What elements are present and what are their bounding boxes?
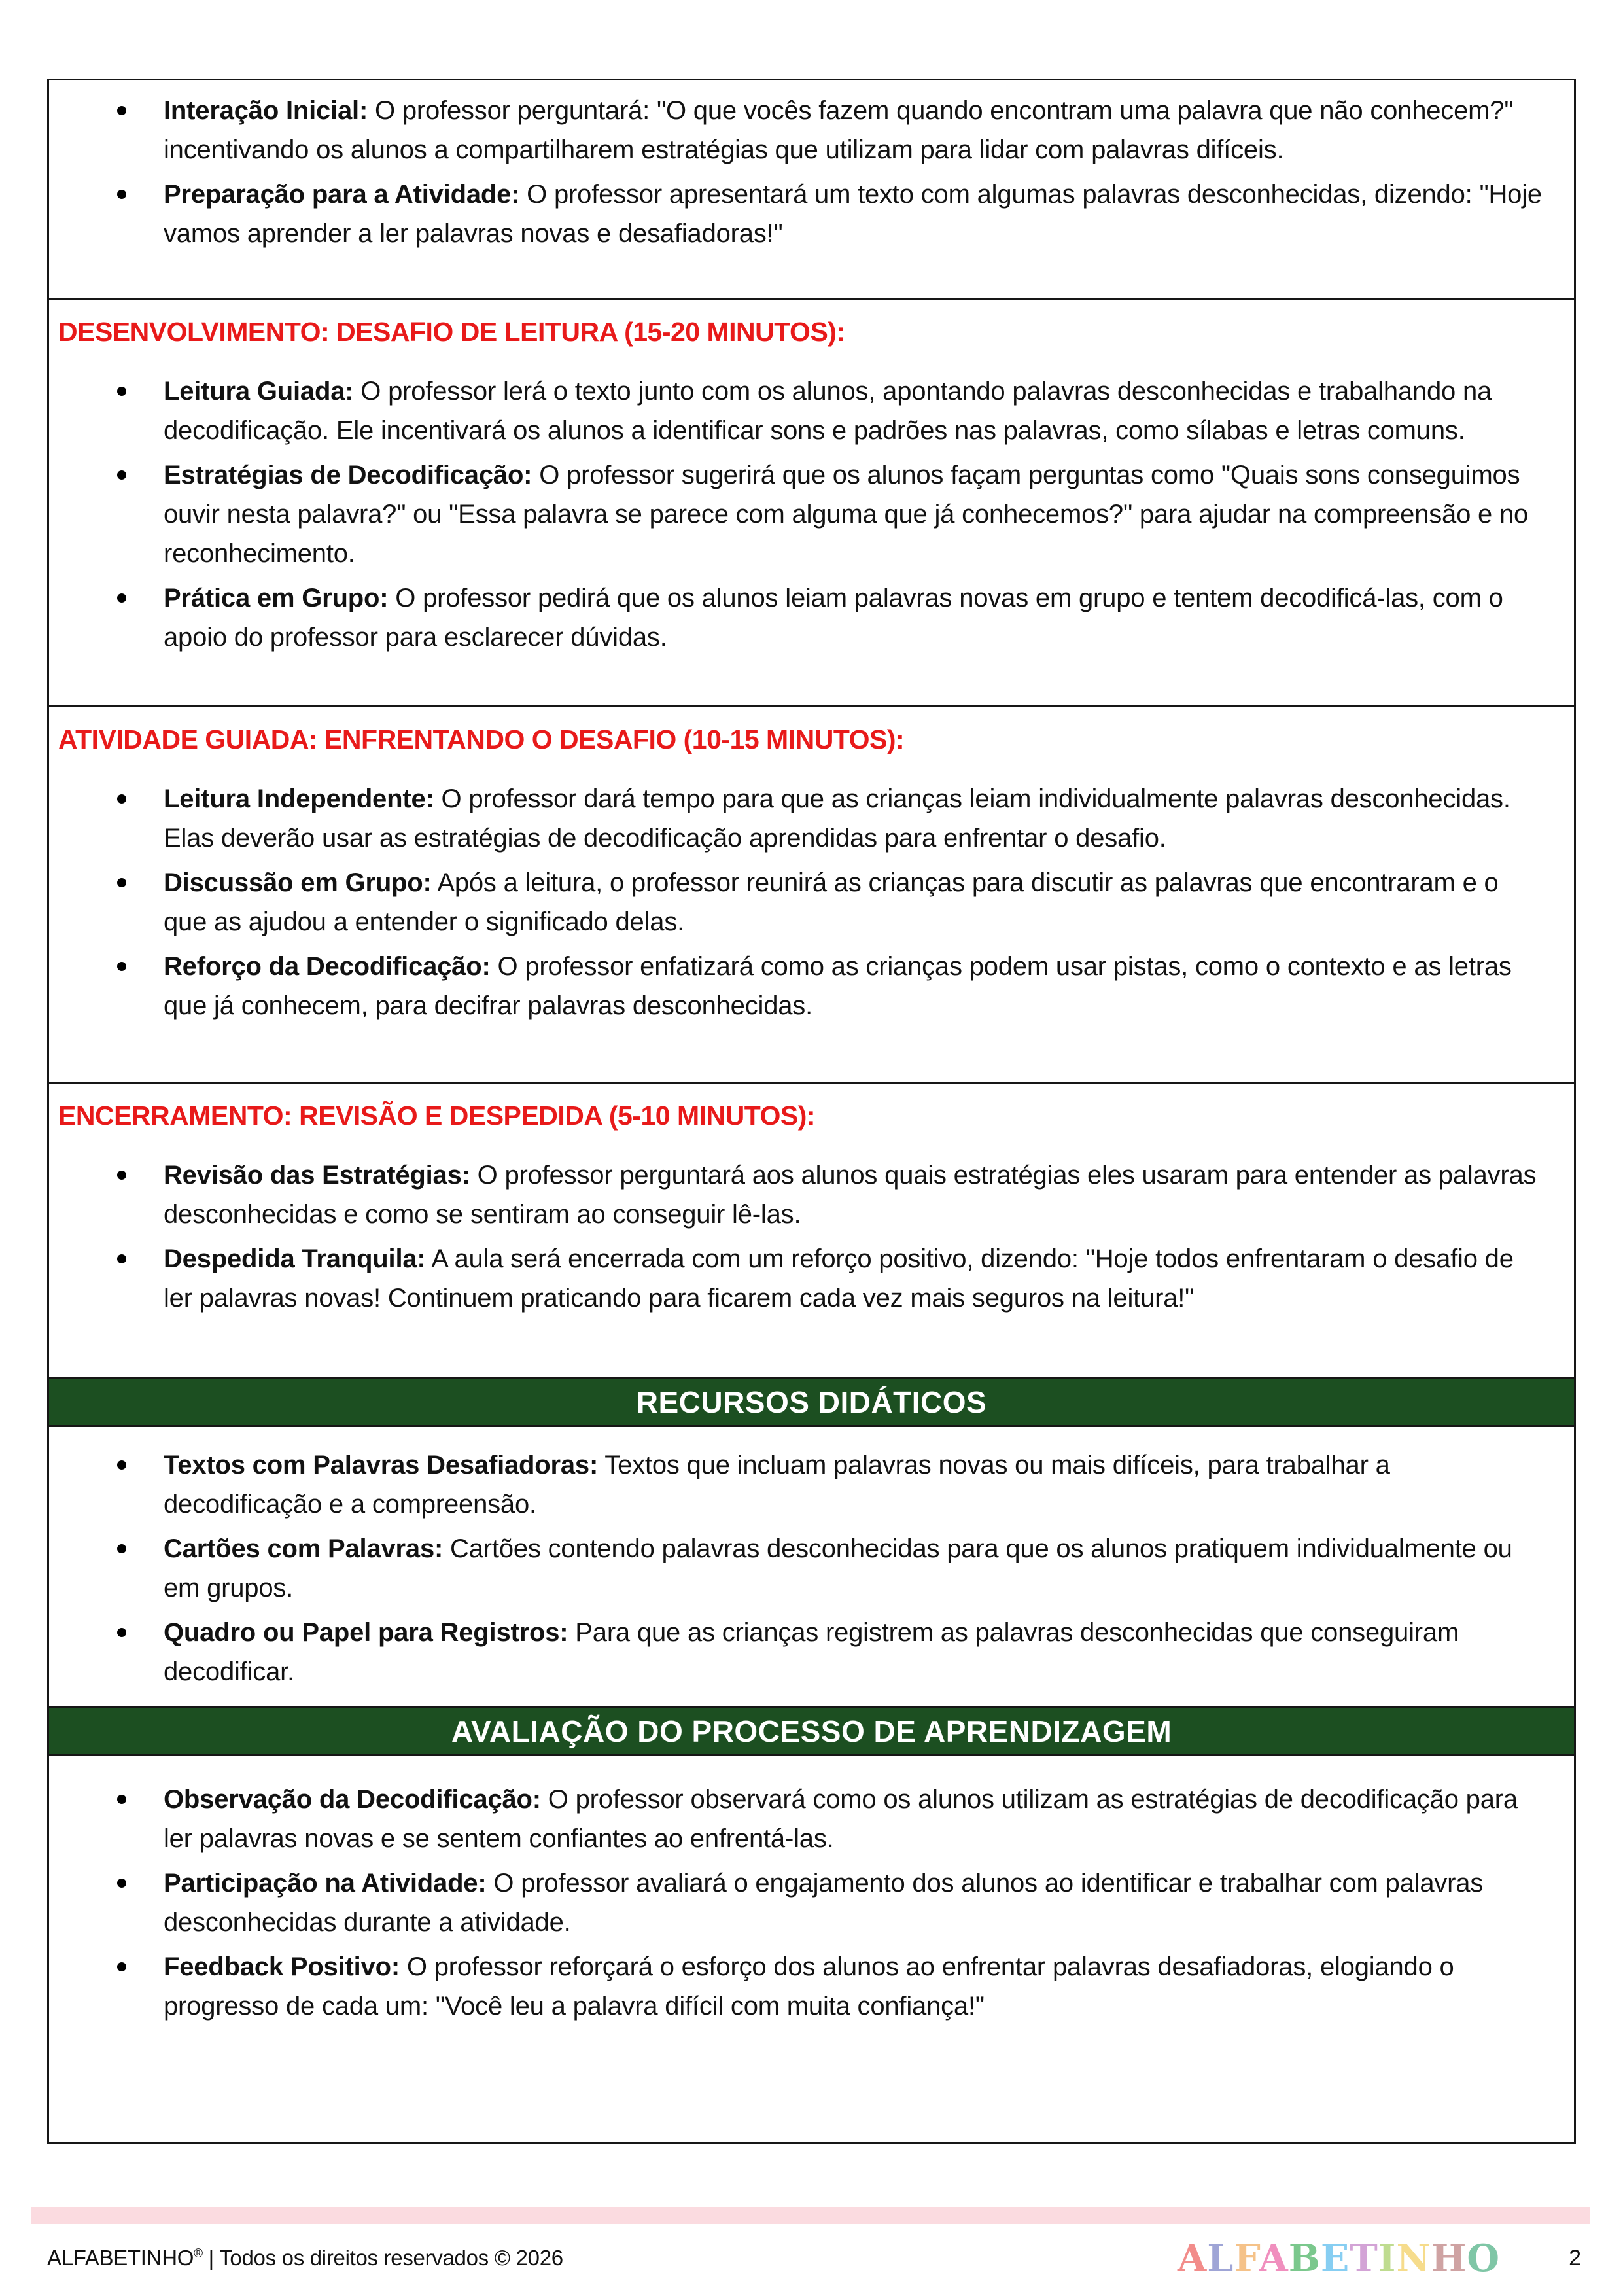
item-label: Leitura Guiada: [164, 377, 354, 406]
item-text: Após a leitura, o professor reunirá as crianças para discutir as palavras que encontraram e o que as ajudou a entender o significado delas. [164, 868, 1499, 936]
footer-right [1178, 2236, 1581, 2280]
logo-letter: O [1467, 2236, 1501, 2280]
logo-letter: A [1178, 2236, 1208, 2280]
bullet-list [49, 80, 1574, 262]
lesson-plan-body [47, 79, 1576, 2144]
page-number: 2 [1569, 2245, 1581, 2270]
item-text: O professor enfatizará como as crianças podem usar pistas, como o contexto e as letras que já conhecem, para decifrar palavras desconhecidas. [164, 952, 1512, 1020]
section-intro [47, 79, 1576, 300]
logo-letter: L [1207, 2236, 1234, 2280]
logo-letter: T [1350, 2236, 1378, 2280]
bullet-list [49, 1132, 1574, 1331]
logo-letter: I [1378, 2236, 1397, 2280]
item-label: Reforço da Decodificação: [164, 952, 491, 981]
item-label: Discussão em Grupo: [164, 868, 432, 897]
item-text: A aula será encerrada com um reforço positivo, dizendo: "Hoje todos enfrentaram o desafio de ler palavras novas! Continuem praticando para ficarem cada vez mais seguros na leitura!" [164, 1245, 1514, 1313]
list-item [49, 1863, 1543, 1942]
item-text: O professor perguntará aos alunos quais estratégias eles usaram para entender as palavras desconhecidas e como se sentiram ao conseguir lê-las. [164, 1161, 1537, 1229]
item-label: Preparação para a Atividade: [164, 180, 520, 209]
section-atividade-guiada [47, 705, 1576, 1084]
section-heading: ENCERRAMENTO: REVISÃO E DESPEDIDA (5-10 MINUTOS): [58, 1101, 816, 1131]
section-recursos [47, 1425, 1576, 1708]
item-label: Despedida Tranquila: [164, 1245, 426, 1273]
item-text: O professor lerá o texto junto com os alunos, apontando palavras desconhecidas e trabalhando na decodificação. Ele incentivará os alunos a identificar sons e padrões nas palavras, como sílabas e letras comuns. [164, 377, 1492, 445]
logo-letter: N [1396, 2236, 1431, 2280]
list-item [49, 1529, 1543, 1608]
item-text: O professor avaliará o engajamento dos alunos ao identificar e trabalhar com palavras desconhecidas durante a atividade. [164, 1869, 1484, 1937]
item-label: Interação Inicial: [164, 96, 368, 125]
bullet-list [49, 1756, 1574, 2035]
list-item [49, 175, 1543, 253]
item-label: Prática em Grupo: [164, 584, 389, 612]
bullet-list [49, 1427, 1574, 1706]
list-item [49, 455, 1543, 573]
item-label: Participação na Atividade: [164, 1869, 487, 1898]
list-item [49, 372, 1543, 450]
banner-recursos-didaticos: RECURSOS DIDÁTICOS [47, 1377, 1576, 1427]
section-avaliacao [47, 1754, 1576, 2144]
registered-mark: ® [194, 2247, 203, 2261]
list-item [49, 1613, 1543, 1691]
item-label: Quadro ou Papel para Registros: [164, 1618, 568, 1647]
item-label: Cartões com Palavras: [164, 1534, 444, 1563]
section-heading: ATIVIDADE GUIADA: ENFRENTANDO O DESAFIO (10-15 MINUTOS): [58, 724, 905, 754]
item-text: Textos que incluam palavras novas ou mais difíceis, para trabalhar a decodificação e a compreensão. [164, 1451, 1390, 1519]
item-label: Feedback Positivo: [164, 1952, 400, 1981]
page-footer [47, 2233, 1581, 2284]
section-encerramento [47, 1082, 1576, 1379]
item-text: O professor dará tempo para que as crianças leiam individualmente palavras desconhecidas. Elas deverão usar as estratégias de decodificação aprendidas para enfrentar o desafio. [164, 785, 1510, 853]
section-heading: DESENVOLVIMENTO: DESAFIO DE LEITURA (15-20 MINUTOS): [58, 317, 845, 347]
logo-letter: A [1259, 2236, 1289, 2280]
item-text: Para que as crianças registrem as palavras desconhecidas que conseguiram decodificar. [164, 1618, 1459, 1686]
logo-letter: E [1320, 2236, 1350, 2280]
bullet-list [49, 756, 1574, 1038]
list-item [49, 1780, 1543, 1858]
list-item [49, 947, 1543, 1025]
item-label: Observação da Decodificação: [164, 1785, 541, 1814]
list-item [49, 863, 1543, 942]
bullet-list [49, 348, 1574, 670]
item-text: O professor observará como os alunos utilizam as estratégias de decodificação para ler palavras novas e se sentem confiantes ao enfrentá-las. [164, 1785, 1518, 1853]
section-desenvolvimento [47, 298, 1576, 707]
item-label: Revisão das Estratégias: [164, 1161, 470, 1190]
list-item [49, 1947, 1543, 2026]
list-item [49, 779, 1543, 858]
item-text: Cartões contendo palavras desconhecidas para que os alunos pratiquem individualmente ou em grupos. [164, 1534, 1512, 1602]
item-text: O professor reforçará o esforço dos alunos ao enfrentar palavras desafiadoras, elogiando o progresso de cada um: "Você leu a palavra difícil com muita confiança!" [164, 1952, 1454, 2021]
banner-avaliacao: AVALIAÇÃO DO PROCESSO DE APRENDIZAGEM [47, 1706, 1576, 1756]
list-item [49, 1156, 1543, 1234]
copyright-text [47, 2246, 563, 2270]
item-label: Leitura Independente: [164, 785, 434, 813]
item-text: O professor perguntará: "O que vocês fazem quando encontram uma palavra que não conhecem?" incentivando os alunos a compartilharem estratégias que utilizam para lidar com palavras difíceis. [164, 96, 1514, 164]
list-item [49, 1239, 1543, 1318]
alfabetinho-logo [1178, 2236, 1501, 2280]
list-item [49, 578, 1543, 657]
item-label: Estratégias de Decodificação: [164, 461, 532, 489]
list-item [49, 1445, 1543, 1524]
item-label: Textos com Palavras Desafiadoras: [164, 1451, 599, 1479]
logo-letter: F [1234, 2236, 1259, 2280]
item-text: O professor apresentará um texto com algumas palavras desconhecidas, dizendo: "Hoje vamos aprender a ler palavras novas e desafiadoras!" [164, 180, 1542, 248]
item-text: O professor pedirá que os alunos leiam palavras novas em grupo e tentem decodificá-las, com o apoio do professor para esclarecer dúvidas. [164, 584, 1503, 652]
list-item [49, 91, 1543, 169]
logo-letter: H [1431, 2236, 1467, 2280]
rights-text: | Todos os direitos reservados © 2026 [202, 2246, 563, 2270]
logo-letter: B [1288, 2236, 1321, 2280]
decorative-pink-bar [31, 2207, 1590, 2224]
item-text: O professor sugerirá que os alunos façam perguntas como "Quais sons conseguimos ouvir nesta palavra?" ou "Essa palavra se parece com alguma que já conhecemos?" para ajudar na compreensão e no reconhecimento. [164, 461, 1529, 568]
brand-name: ALFABETINHO [47, 2246, 194, 2270]
